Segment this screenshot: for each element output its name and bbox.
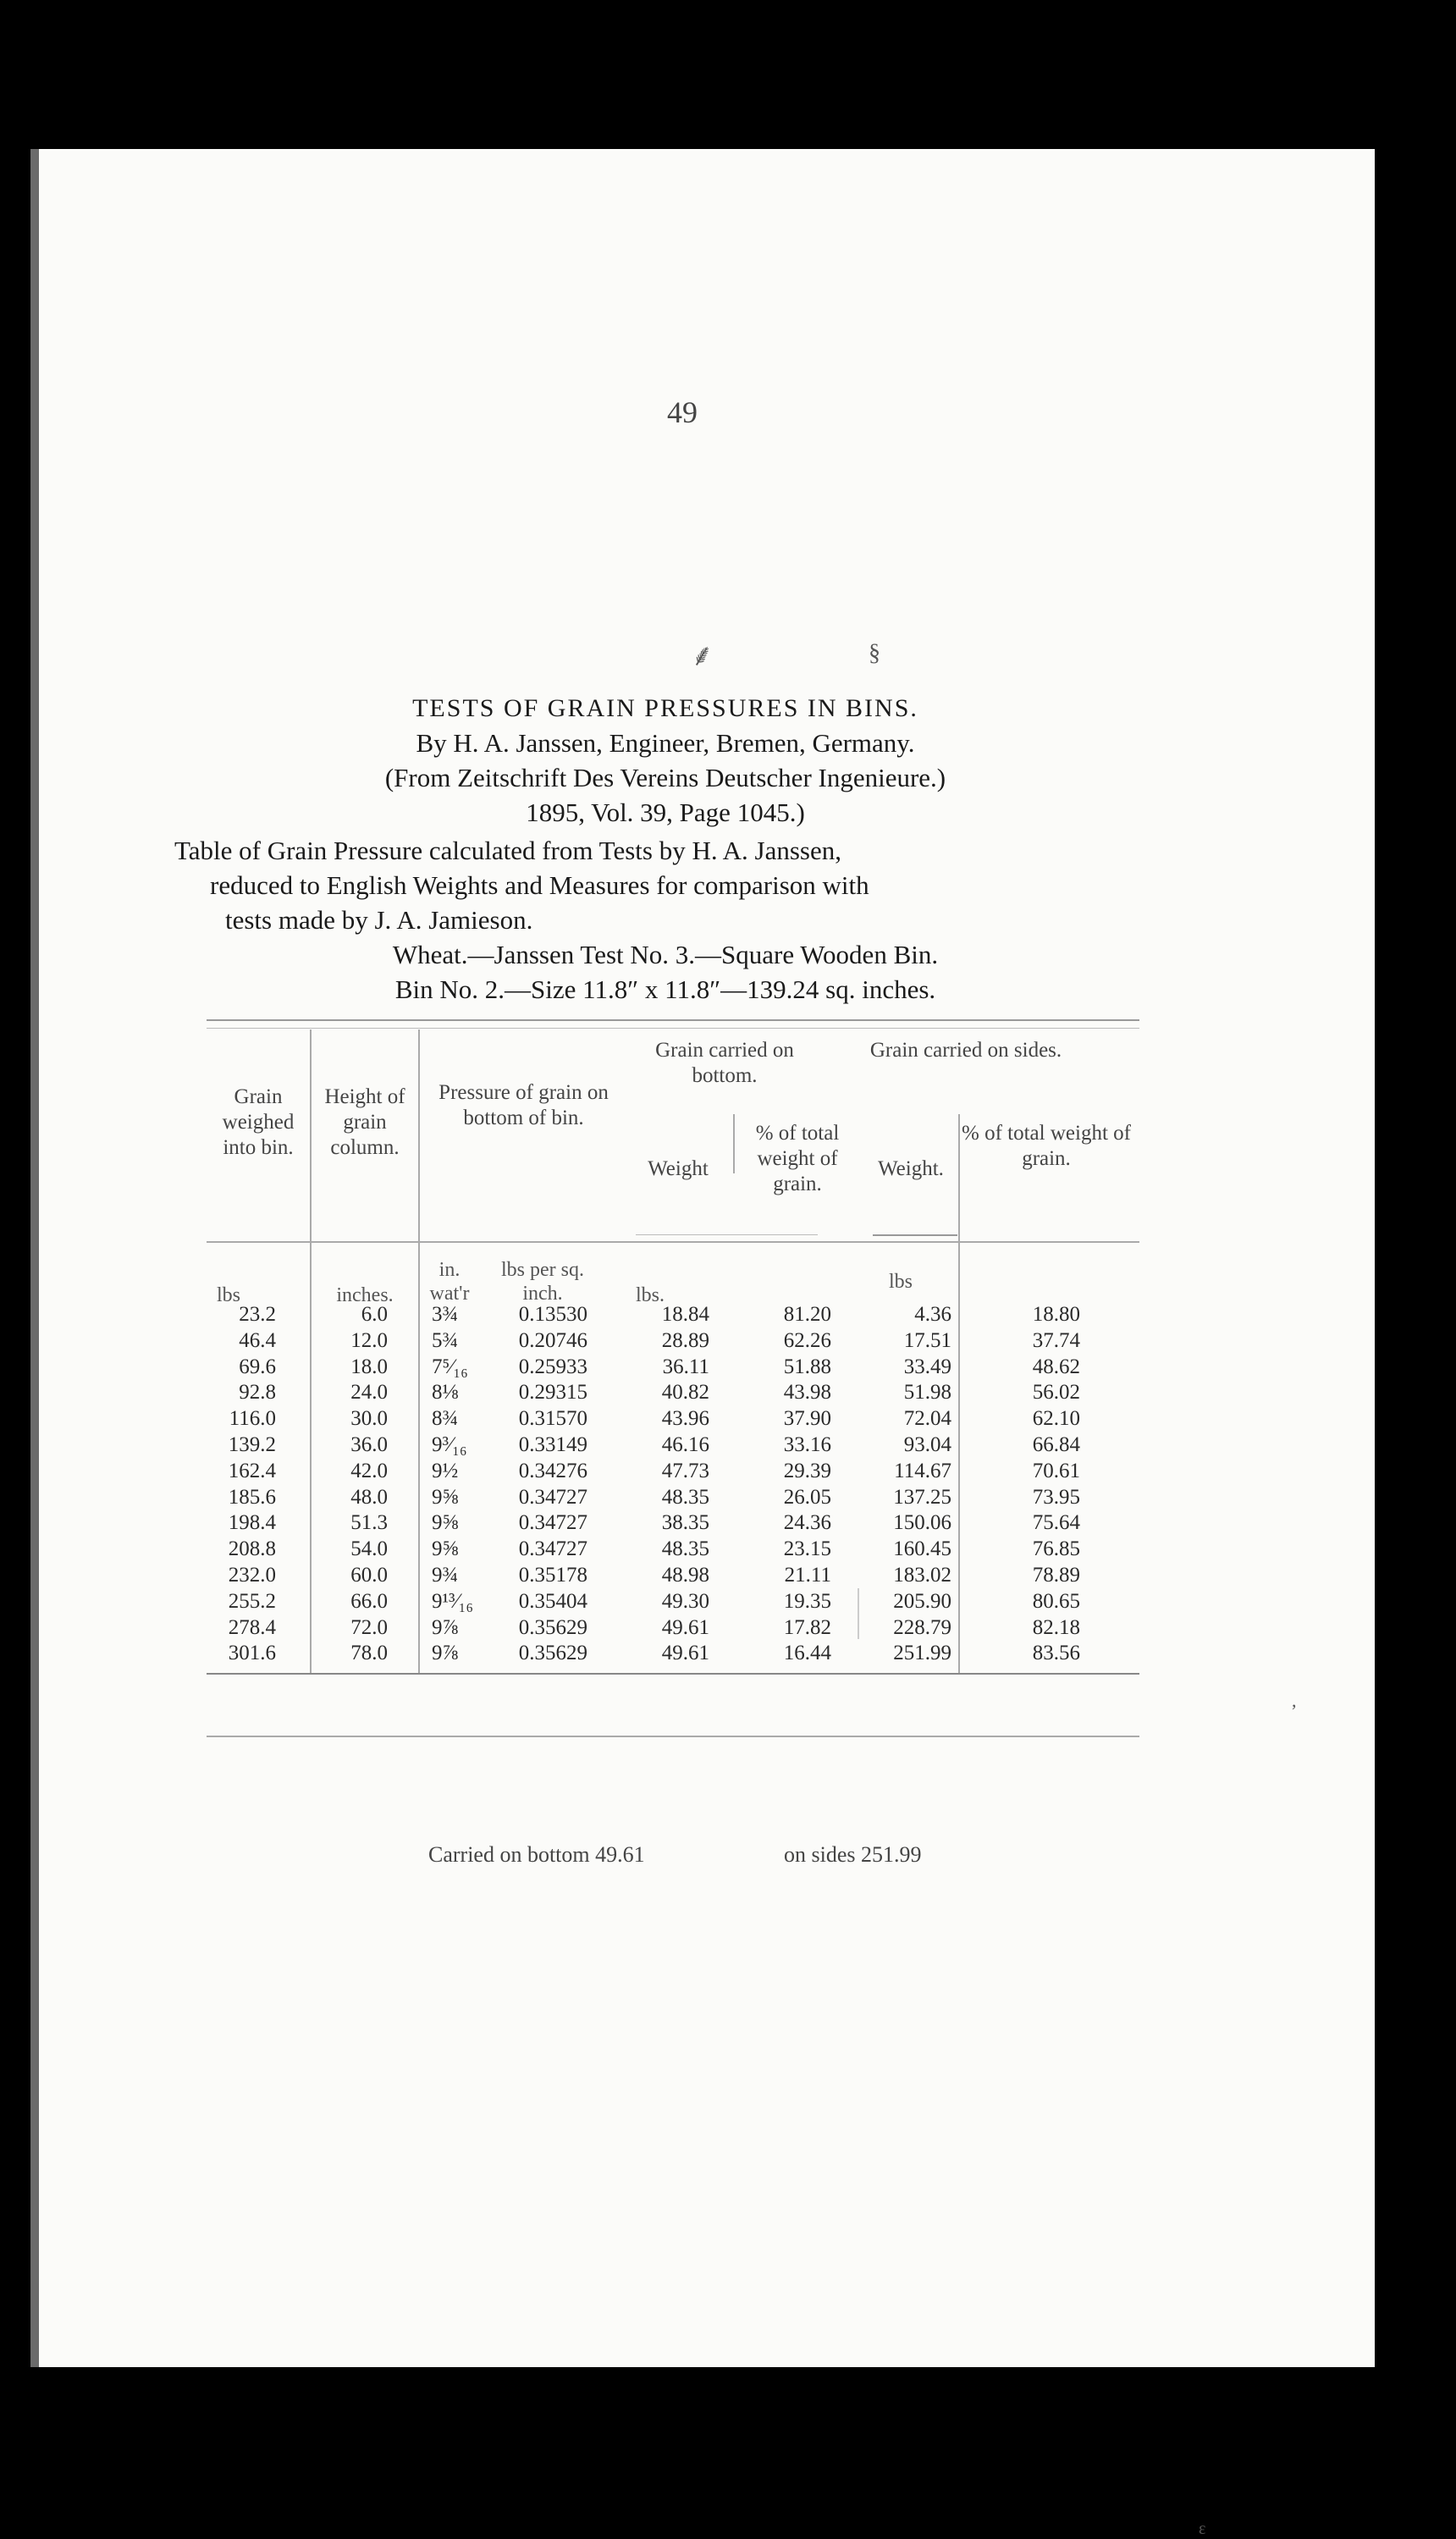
cell-bottom-weight: 36.11 (662, 1355, 709, 1378)
cell-pressure-psi: 0.25933 (518, 1355, 587, 1378)
cell-sides-weight: 205.90 (893, 1589, 951, 1613)
header-bottom-weight: Weight (648, 1157, 709, 1180)
cell-bottom-percent: 51.88 (783, 1355, 831, 1378)
cell-bottom-percent: 37.90 (783, 1407, 831, 1431)
cell-sides-weight: 114.67 (894, 1459, 951, 1482)
source-line: (From Zeitschrift Des Vereins Deutscher Ingenieure.) (384, 763, 946, 792)
cell-height: 72.0 (350, 1615, 388, 1639)
cell-grain: 198.4 (228, 1511, 276, 1535)
cell-pressure-psi: 0.35629 (518, 1615, 587, 1639)
cell-pressure-psi: 0.31570 (518, 1407, 587, 1431)
document-page (30, 149, 1375, 2538)
cell-water-inches: 9⅞ (432, 1642, 459, 1665)
cell-sides-weight: 160.45 (893, 1537, 951, 1561)
byline: By H. A. Janssen, Engineer, Bremen, Germany. (416, 728, 915, 758)
unit-grain: lbs (217, 1284, 241, 1306)
description-line: Table of Grain Pressure calculated from Tests by H. A. Janssen, (174, 836, 841, 865)
table-bottom-rule (207, 1673, 1139, 1675)
table-top-rule (207, 1028, 1139, 1029)
cell-water-inches: 9¾ (432, 1564, 459, 1587)
unit-sides-weight: lbs (889, 1271, 913, 1293)
cell-grain: 278.4 (228, 1615, 276, 1639)
cell-bottom-weight: 49.30 (661, 1589, 709, 1613)
cell-bottom-percent: 62.26 (783, 1328, 831, 1352)
header-grain-weighed: Grain weighed into bin. (222, 1085, 295, 1159)
ink-speck: ɛ (1199, 2520, 1206, 2538)
cell-sides-percent: 70.61 (1032, 1459, 1080, 1482)
cell-sides-percent: 73.95 (1032, 1485, 1080, 1509)
cell-bottom-percent: 16.44 (783, 1642, 831, 1665)
cell-bottom-weight: 48.98 (661, 1564, 709, 1587)
cell-water-inches: 8¾ (432, 1407, 459, 1431)
cell-sides-percent: 82.18 (1032, 1615, 1080, 1639)
cell-grain: 116.0 (229, 1407, 276, 1431)
cell-pressure-psi: 0.34727 (518, 1537, 587, 1561)
cell-sides-percent: 56.02 (1032, 1381, 1080, 1405)
footer-sides-total: on sides 251.99 (784, 1842, 922, 1867)
ink-speck: , (1292, 1690, 1297, 1711)
cell-grain: 232.0 (228, 1564, 276, 1587)
cell-height: 24.0 (350, 1381, 388, 1405)
cell-sides-percent: 62.10 (1032, 1407, 1080, 1431)
column-divider (418, 1029, 420, 1673)
cell-height: 6.0 (361, 1303, 388, 1326)
cell-height: 12.0 (350, 1328, 388, 1352)
cell-bottom-percent: 29.39 (783, 1459, 831, 1482)
cell-water-inches: 9¹³⁄₁₆ (432, 1589, 474, 1613)
cell-sides-percent: 76.85 (1032, 1537, 1080, 1561)
document-title: TESTS OF GRAIN PRESSURES IN BINS. (412, 694, 918, 722)
cell-water-inches: 9⅞ (432, 1615, 459, 1639)
cell-bottom-weight: 43.96 (661, 1407, 709, 1431)
cell-bottom-percent: 26.05 (783, 1485, 831, 1509)
cell-sides-percent: 78.89 (1032, 1564, 1080, 1587)
cell-sides-weight: 17.51 (903, 1328, 951, 1352)
cell-height: 54.0 (350, 1537, 388, 1561)
cell-bottom-percent: 19.35 (783, 1589, 831, 1613)
title-block (174, 691, 1156, 1007)
ink-mark: § (869, 640, 880, 666)
cell-water-inches: 9⅝ (432, 1485, 459, 1509)
cell-water-inches: 8⅛ (432, 1381, 459, 1405)
cell-water-inches: 5¾ (432, 1328, 459, 1352)
cell-bottom-weight: 49.61 (661, 1642, 709, 1665)
cell-pressure-psi: 0.35629 (518, 1642, 587, 1665)
cell-bottom-weight: 28.89 (661, 1328, 709, 1352)
header-bottom-group: Grain carried on bottom. (655, 1039, 794, 1087)
cell-sides-weight: 33.49 (903, 1355, 951, 1378)
cell-grain: 139.2 (228, 1433, 276, 1456)
ink-mark: ⸙ (691, 638, 714, 672)
cell-sides-percent: 83.56 (1032, 1642, 1080, 1665)
cell-grain: 255.2 (228, 1589, 276, 1613)
cell-water-inches: 3¾ (432, 1303, 459, 1326)
cell-sides-percent: 48.62 (1032, 1355, 1080, 1378)
cell-water-inches: 9⅝ (432, 1511, 459, 1535)
cell-bottom-percent: 24.36 (783, 1511, 831, 1535)
citation-line: 1895, Vol. 39, Page 1045.) (526, 798, 805, 827)
cell-sides-percent: 75.64 (1032, 1511, 1080, 1535)
cell-height: 66.0 (350, 1589, 388, 1613)
cell-grain: 92.8 (239, 1381, 276, 1405)
cell-height: 30.0 (350, 1407, 388, 1431)
footer-bottom-total: Carried on bottom 49.61 (428, 1842, 645, 1867)
cell-sides-weight: 183.02 (893, 1564, 951, 1587)
cell-sides-weight: 251.99 (893, 1642, 951, 1665)
cell-height: 60.0 (350, 1564, 388, 1587)
cell-sides-percent: 80.65 (1032, 1589, 1080, 1613)
cell-grain: 69.6 (239, 1355, 276, 1378)
header-sides-percent: % of total weight of grain. (962, 1122, 1131, 1170)
column-divider (958, 1114, 960, 1673)
cell-pressure-psi: 0.20746 (518, 1328, 587, 1352)
cell-sides-weight: 150.06 (893, 1511, 951, 1535)
column-divider (733, 1114, 735, 1173)
cell-sides-weight: 4.36 (914, 1303, 951, 1326)
cell-sides-weight: 137.25 (893, 1485, 951, 1509)
cell-bottom-weight: 18.84 (661, 1303, 709, 1326)
cell-pressure-psi: 0.33149 (518, 1433, 587, 1456)
description-line: reduced to English Weights and Measures for comparison with (210, 870, 869, 900)
header-rule (207, 1241, 1139, 1243)
unit-psi: lbs per sq. inch. (501, 1259, 584, 1305)
footer-rule (207, 1736, 1139, 1737)
cell-bottom-percent: 21.11 (784, 1564, 831, 1587)
cell-water-inches: 7⁵⁄₁₆ (432, 1355, 468, 1378)
cell-pressure-psi: 0.13530 (518, 1303, 587, 1326)
cell-sides-percent: 66.84 (1032, 1433, 1080, 1456)
bin-line: Bin No. 2.—Size 11.8″ x 11.8″—139.24 sq. inches. (394, 974, 936, 1004)
cell-height: 42.0 (350, 1459, 388, 1482)
cell-bottom-weight: 48.35 (661, 1537, 709, 1561)
cell-bottom-percent: 81.20 (783, 1303, 831, 1326)
cell-height: 18.0 (350, 1355, 388, 1378)
cell-bottom-percent: 23.15 (783, 1537, 831, 1561)
cell-height: 78.0 (350, 1642, 388, 1665)
group-rule (636, 1234, 818, 1235)
cell-grain: 162.4 (228, 1459, 276, 1482)
cell-height: 51.3 (350, 1511, 388, 1535)
cell-sides-weight: 51.98 (903, 1381, 951, 1405)
cell-pressure-psi: 0.34727 (518, 1485, 587, 1509)
unit-bottom-weight: lbs. (636, 1284, 665, 1306)
cell-sides-percent: 18.80 (1032, 1303, 1080, 1326)
cell-water-inches: 9⅝ (432, 1537, 459, 1561)
cell-grain: 185.6 (228, 1485, 276, 1509)
cell-bottom-weight: 49.61 (661, 1615, 709, 1639)
cell-water-inches: 9³⁄₁₆ (432, 1433, 467, 1456)
group-rule (873, 1234, 957, 1236)
header-sides-group: Grain carried on sides. (869, 1039, 1062, 1062)
cell-pressure-psi: 0.35404 (518, 1589, 587, 1613)
page-number: 49 (667, 395, 698, 429)
cell-sides-weight: 228.79 (893, 1615, 951, 1639)
unit-height: inches. (336, 1284, 394, 1306)
cell-sides-percent: 37.74 (1032, 1328, 1080, 1352)
cell-bottom-percent: 43.98 (783, 1381, 831, 1405)
header-sides-weight: Weight. (878, 1157, 944, 1180)
cell-sides-weight: 93.04 (903, 1433, 951, 1456)
cell-bottom-weight: 38.35 (661, 1511, 709, 1535)
cell-grain: 46.4 (239, 1328, 276, 1352)
cell-pressure-psi: 0.35178 (518, 1564, 587, 1587)
cell-grain: 208.8 (228, 1537, 276, 1561)
cell-pressure-psi: 0.34727 (518, 1511, 587, 1535)
table-top-rule (207, 1019, 1139, 1021)
cell-pressure-psi: 0.34276 (518, 1459, 587, 1482)
cell-bottom-weight: 46.16 (661, 1433, 709, 1456)
header-height: Height of grain column. (324, 1085, 405, 1159)
cell-bottom-weight: 47.73 (661, 1459, 709, 1482)
cell-grain: 301.6 (228, 1642, 276, 1665)
cell-bottom-percent: 33.16 (783, 1433, 831, 1456)
cell-height: 36.0 (350, 1433, 388, 1456)
unit-water: in. wat'r (429, 1259, 470, 1305)
cell-bottom-weight: 48.35 (661, 1485, 709, 1509)
cell-water-inches: 9½ (432, 1459, 459, 1482)
description-line: tests made by J. A. Jamieson. (225, 905, 533, 935)
cell-height: 48.0 (350, 1485, 388, 1509)
cell-sides-weight: 72.04 (903, 1407, 951, 1431)
header-pressure: Pressure of grain on bottom of bin. (438, 1081, 609, 1129)
cell-bottom-weight: 40.82 (661, 1381, 709, 1405)
cell-grain: 23.2 (239, 1303, 276, 1326)
cell-bottom-percent: 17.82 (783, 1615, 831, 1639)
test-line: Wheat.—Janssen Test No. 3.—Square Wooden Bin. (392, 940, 939, 969)
header-bottom-percent: % of total weight of grain. (755, 1122, 840, 1195)
cell-pressure-psi: 0.29315 (518, 1381, 587, 1405)
